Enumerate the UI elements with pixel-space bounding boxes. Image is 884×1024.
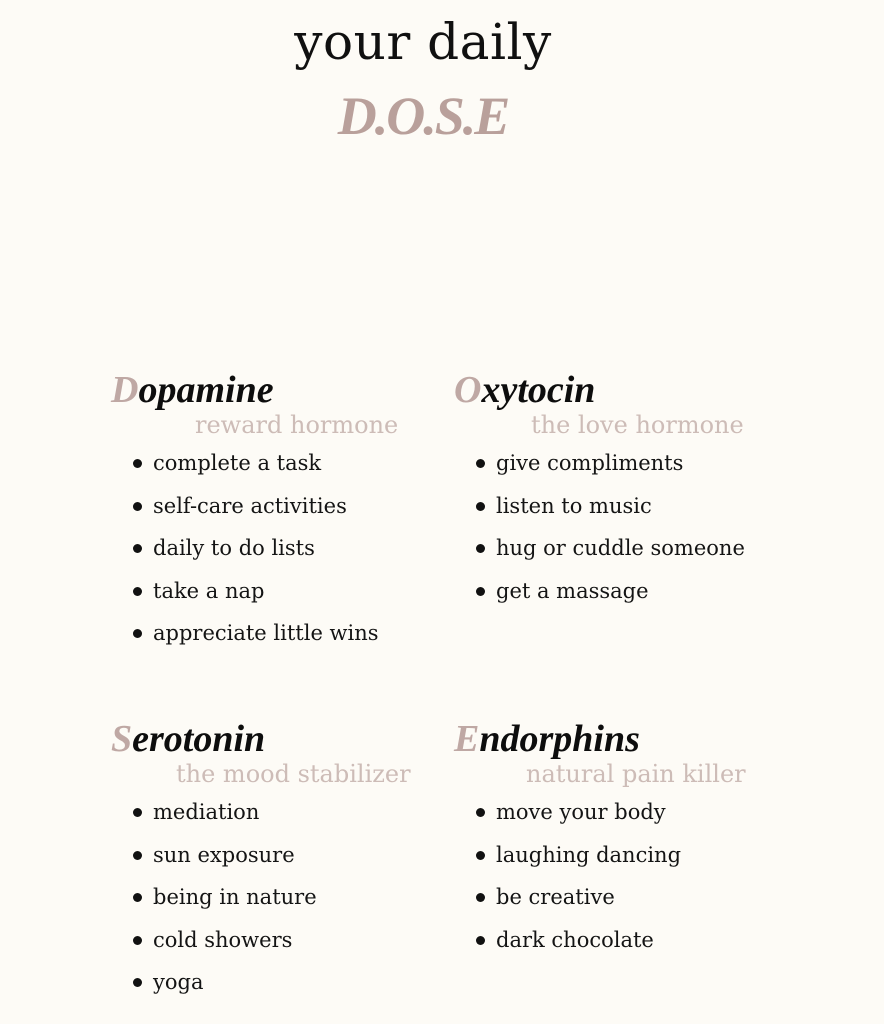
- list-item: [131, 442, 379, 485]
- list-item-text: listen to music: [496, 493, 652, 518]
- list-item-text: mediation: [153, 800, 260, 824]
- item-list: [474, 791, 681, 961]
- bullet-icon: [133, 808, 142, 817]
- heading-initial: O: [454, 369, 482, 411]
- section-heading: [111, 717, 265, 761]
- heading-rest: erotonin: [132, 718, 266, 760]
- item-list: [474, 442, 745, 612]
- list-item: [131, 876, 317, 919]
- bullet-icon: [133, 502, 142, 511]
- list-item: [131, 834, 317, 877]
- list-item-text: self-care activities: [153, 493, 347, 518]
- list-item-text: move your body: [496, 800, 666, 824]
- bullet-icon: [133, 629, 142, 638]
- bullet-icon: [133, 459, 142, 468]
- list-item: [131, 791, 317, 834]
- list-item-text: cold showers: [153, 927, 293, 952]
- bullet-icon: [133, 893, 142, 902]
- section-subtitle: reward hormone: [195, 411, 399, 439]
- list-item: [131, 527, 379, 570]
- bullet-icon: [476, 587, 485, 596]
- list-item: [474, 791, 681, 834]
- list-item: [474, 876, 681, 919]
- list-item-text: dark chocolate: [496, 927, 654, 952]
- heading-initial: E: [454, 718, 480, 760]
- list-item-text: complete a task: [153, 451, 322, 475]
- list-item: [474, 919, 681, 962]
- list-item: [474, 485, 745, 528]
- list-item: [131, 612, 379, 655]
- heading-initial: S: [111, 718, 133, 760]
- list-item-text: hug or cuddle someone: [496, 536, 745, 560]
- list-item-text: be creative: [496, 885, 615, 909]
- page-subtitle: D.O.S.E: [337, 86, 509, 146]
- list-item-text: sun exposure: [153, 842, 295, 867]
- item-list: [131, 442, 379, 655]
- list-item-text: yoga: [153, 970, 204, 994]
- list-item-text: give compliments: [496, 451, 684, 475]
- list-item: [131, 961, 317, 1004]
- item-list: [131, 791, 317, 1004]
- bullet-icon: [133, 936, 142, 945]
- bullet-icon: [476, 459, 485, 468]
- bullet-icon: [476, 893, 485, 902]
- page-title: your daily: [294, 13, 552, 71]
- heading-initial: D: [111, 369, 139, 411]
- section-subtitle: the love hormone: [531, 411, 744, 439]
- list-item: [474, 570, 745, 613]
- section-subtitle: natural pain killer: [526, 760, 746, 788]
- bullet-icon: [476, 502, 485, 511]
- list-item-text: appreciate little wins: [153, 621, 379, 645]
- list-item: [131, 485, 379, 528]
- list-item: [131, 570, 379, 613]
- list-item-text: laughing dancing: [496, 842, 682, 867]
- list-item: [474, 834, 681, 877]
- section-subtitle: the mood stabilizer: [176, 760, 411, 788]
- section-heading: [454, 717, 640, 761]
- bullet-icon: [133, 544, 142, 553]
- list-item-text: get a massage: [496, 578, 649, 603]
- heading-rest: opamine: [138, 369, 274, 411]
- bullet-icon: [133, 978, 142, 987]
- heading-rest: ndorphins: [479, 718, 640, 760]
- list-item-text: being in nature: [153, 885, 317, 909]
- bullet-icon: [476, 544, 485, 553]
- bullet-icon: [476, 936, 485, 945]
- bullet-icon: [133, 587, 142, 596]
- list-item-text: daily to do lists: [153, 536, 315, 560]
- list-item: [474, 442, 745, 485]
- section-heading: [111, 368, 274, 412]
- bullet-icon: [476, 851, 485, 860]
- list-item: [474, 527, 745, 570]
- heading-rest: xytocin: [481, 369, 596, 411]
- section-heading: [454, 368, 595, 412]
- list-item: [131, 919, 317, 962]
- bullet-icon: [476, 808, 485, 817]
- list-item-text: take a nap: [153, 578, 265, 603]
- bullet-icon: [133, 851, 142, 860]
